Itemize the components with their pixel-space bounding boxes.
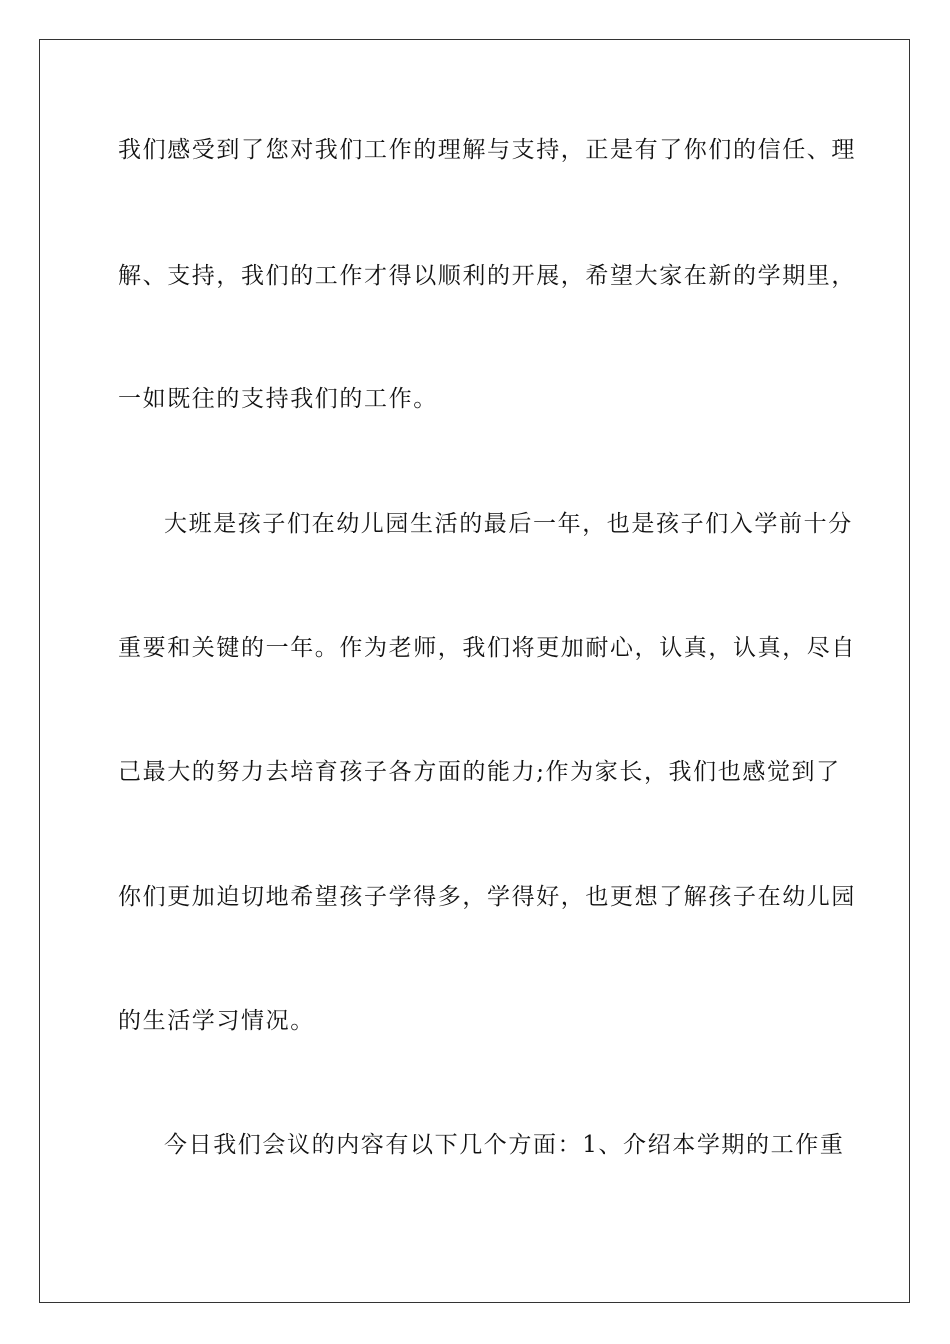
text-line: 解、支持，我们的工作才得以顺利的开展，希望大家在新的学期里， <box>118 263 856 289</box>
text-line: 你们更加迫切地希望孩子学得多，学得好，也更想了解孩子在幼儿园 <box>118 884 856 910</box>
text-line: 的生活学习情况。 <box>118 1008 315 1034</box>
paragraph-start-line: 今日我们会议的内容有以下几个方面：1、介绍本学期的工作重 <box>164 1132 845 1158</box>
paragraph-start-line: 大班是孩子们在幼儿园生活的最后一年，也是孩子们入学前十分 <box>164 511 853 537</box>
text-line: 己最大的努力去培育孩子各方面的能力;作为家长，我们也感觉到了 <box>118 759 841 785</box>
text-line: 重要和关键的一年。作为老师，我们将更加耐心，认真，认真，尽自 <box>118 635 856 661</box>
text-line: 一如既往的支持我们的工作。 <box>118 386 438 412</box>
text-line: 我们感受到了您对我们工作的理解与支持，正是有了你们的信任、理 <box>118 137 856 163</box>
page-border <box>39 39 910 1303</box>
